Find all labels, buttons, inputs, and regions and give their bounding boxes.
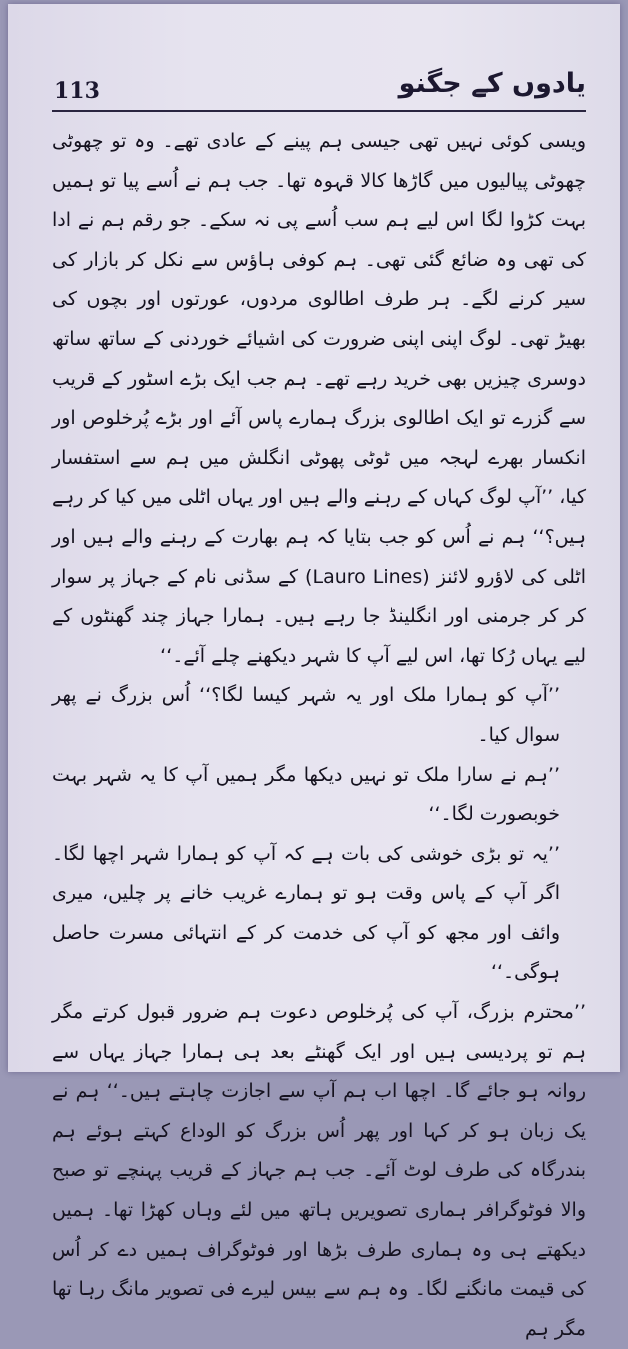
page-number: 113 xyxy=(54,78,100,104)
running-title: یادوں کے جگنو xyxy=(398,68,586,99)
page-header xyxy=(52,68,586,108)
paragraph: ویسی کوئی نہیں تھی جیسی ہم پینے کے عادی تھے۔ وہ تو چھوٹی چھوٹی پیالیوں میں گاڑھا کالا قہوہ تھا۔ جب ہم نے اُسے پیا تو ہمیں بہت کڑوا لگا اس لیے ہم سب اُسے پی نہ سکے۔ جو رقم ہم نے ادا کی تھی وہ ضائع گئی تھی۔ ہم کوفی ہاؤس سے نکل کر بازار کی سیر کرنے لگے۔ ہر طرف اطالوی مردوں، عورتوں اور بچوں کی بھیڑ تھی۔ لوگ اپنی اپنی ضرورت کی اشیائے خوردنی کے ساتھ ساتھ دوسری چیزیں بھی خرید رہے تھے۔ ہم جب ایک بڑے اسٹور کے قریب سے گزرے تو ایک اطالوی بزرگ ہمارے پاس آئے اور بڑے پُرخلوص اور انکسار بھرے لہجہ میں ٹوٹی پھوٹی انگلش میں ہم سے استفسار کیا، ’’آپ لوگ کہاں کے رہنے والے ہیں اور یہاں اٹلی میں کیا کر رہے ہیں؟‘‘ ہم نے اُس کو جب بتایا کہ ہم بھارت کے رہنے والے ہیں اور اٹلی کی لاؤرو لائنز (Lauro Lines) کے سڈنی نام کے جہاز پر سوار کر کر جرمنی اور انگلینڈ جا رہے ہیں۔ ہمارا جہاز چند گھنٹوں کے لیے یہاں رُکا تھا، اس لیے آپ کا شہر دیکھنے چلے آئے۔‘‘ xyxy=(52,130,586,667)
paragraph: ’’محترم بزرگ، آپ کی پُرخلوص دعوت ہم ضرور قبول کرتے مگر ہم تو پردیسی ہیں اور ایک گھنٹے بعد ہی ہمارا جہاز یہاں سے روانہ ہو جائے گا۔ اچھا اب ہم آپ سے اجازت چاہتے ہیں۔‘‘ ہم نے یک زبان ہو کر کہا اور پھر اُس بزرگ کو الوداع کہتے ہوئے ہم بندرگاہ کی طرف لوٹ آئے۔ جب ہم جہاز کے قریب پہنچے تو صبح والا فوٹوگرافر ہماری تصویریں ہاتھ میں لئے وہاں کھڑا تھا۔ ہمیں دیکھتے ہی وہ ہماری طرف بڑھا اور فوٹوگراف ہمیں دے کر اُس کی قیمت مانگنے لگا۔ وہ ہم سے بیس لیرے فی تصویر مانگ رہا تھا مگر ہم xyxy=(52,1001,586,1340)
book-page xyxy=(8,4,620,1340)
paragraph: ’’یہ تو بڑی خوشی کی بات ہے کہ آپ کو ہمارا شہر اچھا لگا۔ اگر آپ کے پاس وقت ہو تو ہمارے غریب خانے پر چلیں، میری وائف اور مجھ کو آپ کی خدمت کر کے انتہائی مسرت حاصل ہوگی۔‘‘ xyxy=(52,842,560,984)
header-rule xyxy=(52,110,586,112)
body-text xyxy=(52,122,586,1349)
paragraph: ’’آپ کو ہمارا ملک اور یہ شہر کیسا لگا؟‘‘ اُس بزرگ نے پھر سوال کیا۔ xyxy=(52,684,560,746)
paragraph: ’’ہم نے سارا ملک تو نہیں دیکھا مگر ہمیں آپ کا یہ شہر بہت خوبصورت لگا۔‘‘ xyxy=(52,763,560,826)
